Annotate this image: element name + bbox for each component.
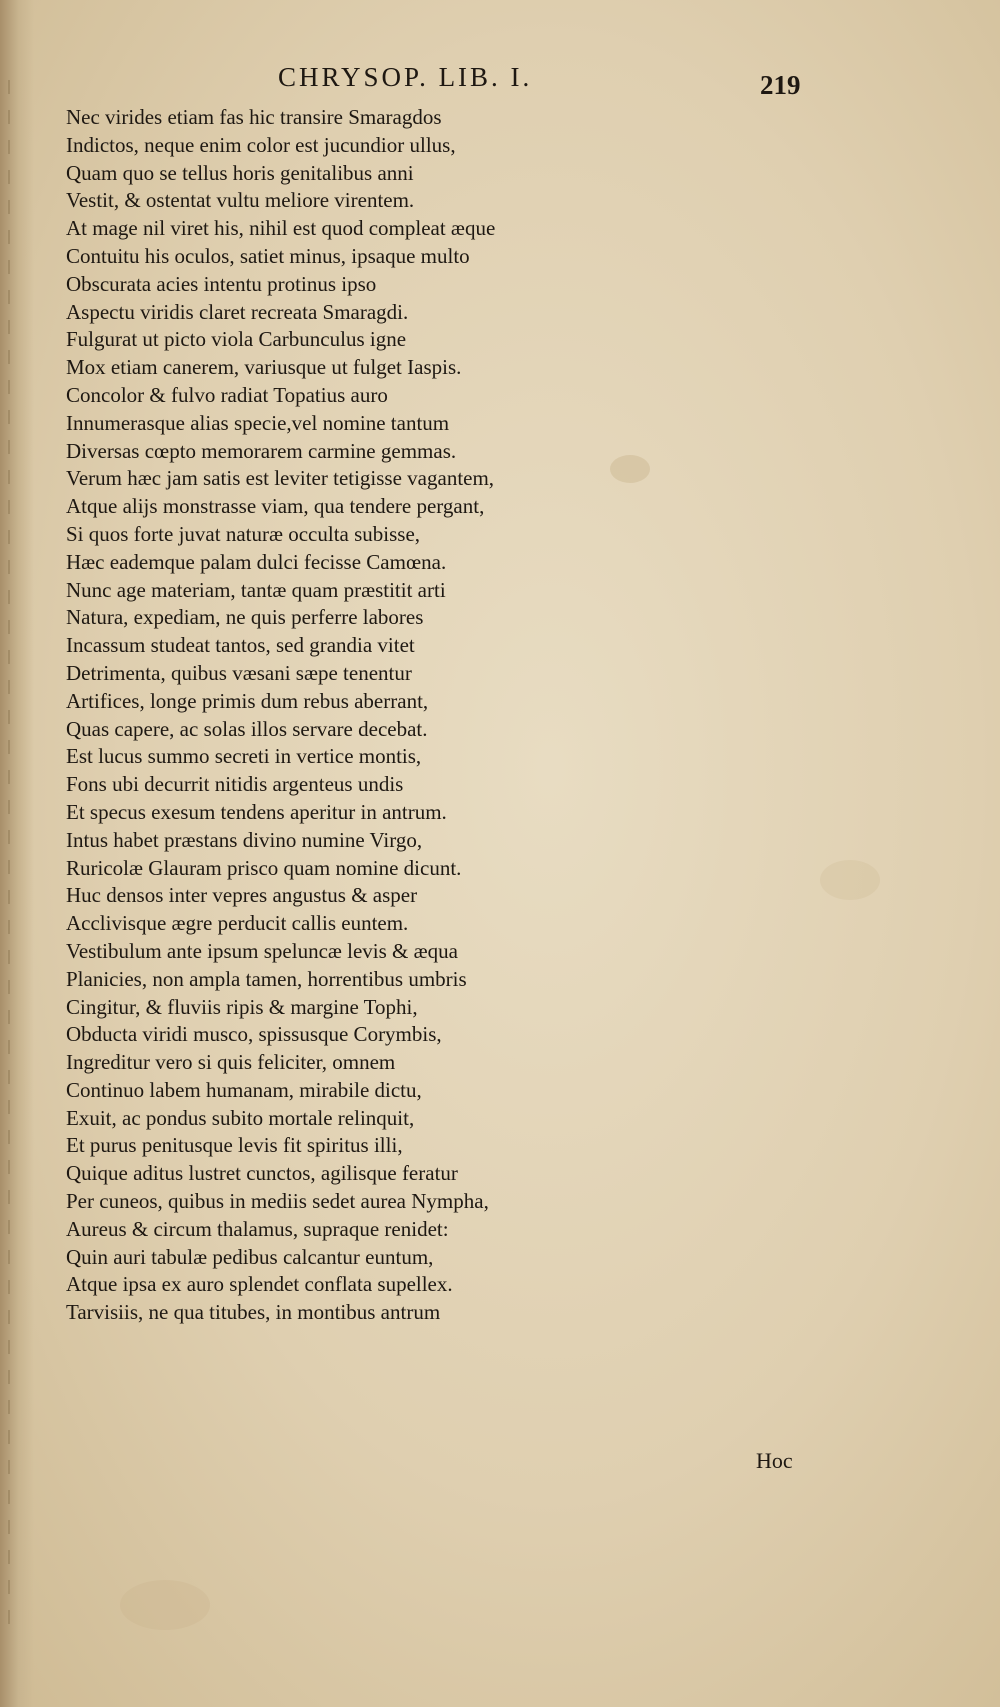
verse-line: Est lucus summo secreti in vertice montis,: [66, 744, 422, 769]
verse-line: Quam quo se tellus horis genitalibus anni: [66, 160, 414, 185]
verse-line: Quas capere, ac solas illos servare decebat.: [66, 716, 428, 741]
verse-line: Mox etiam canerem, variusque ut fulget Iaspis.: [66, 355, 462, 380]
paper-stain: [820, 860, 880, 900]
running-head: CHRYSOP. LIB. I.: [278, 62, 533, 92]
verse-line: Per cuneos, quibus in mediis sedet aurea Nympha,: [66, 1189, 489, 1214]
verse-line: Quique aditus lustret cunctos, agilisque feratur: [66, 1161, 458, 1186]
verse-line: Planicies, non ampla tamen, horrentibus umbris: [66, 966, 467, 991]
verse-line: Concolor & fulvo radiat Topatius auro: [66, 382, 388, 407]
verse-line: Et purus penitusque levis fit spiritus illi,: [66, 1133, 403, 1158]
verse-line: Continuo labem humanam, mirabile dictu,: [66, 1077, 422, 1102]
verse-line: Huc densos inter vepres angustus & asper: [66, 883, 418, 908]
verse-line: At mage nil viret his, nihil est quod compleat æque: [66, 216, 496, 241]
catchword: Hoc: [756, 1448, 793, 1473]
verse-line: Acclivisque ægre perducit callis euntem.: [66, 911, 409, 936]
verse-line: Detrimenta, quibus væsani sæpe tenentur: [66, 660, 412, 685]
verse-line: Ingreditur vero si quis feliciter, omnem: [66, 1050, 396, 1075]
verse-line: Artifices, longe primis dum rebus aberrant,: [66, 688, 429, 713]
verse-line: Si quos forte juvat naturæ occulta subisse,: [66, 521, 421, 546]
verse-line: Fons ubi decurrit nitidis argenteus undis: [66, 772, 404, 797]
verse-line: Hæc eademque palam dulci fecisse Camœna.: [66, 549, 447, 574]
verse-line: Nec virides etiam fas hic transire Smaragdos: [66, 105, 442, 129]
verse-line: Indictos, neque enim color est jucundior ullus,: [66, 132, 456, 157]
verse-line: Obscurata acies intentu protinus ipso: [66, 271, 377, 296]
verse-line: Vestibulum ante ipsum speluncæ levis & æqua: [66, 938, 458, 963]
verse-line: Aspectu viridis claret recreata Smaragdi.: [66, 299, 409, 324]
verse-line: Incassum studeat tantos, sed grandia vitet: [66, 633, 415, 658]
binding-gutter: [0, 0, 34, 1707]
verse-line: Natura, expediam, ne quis perferre labores: [66, 605, 424, 630]
verse-line: Et specus exesum tendens aperitur in antrum.: [66, 799, 447, 824]
verse-line: Innumerasque alias specie,vel nomine tantum: [66, 410, 450, 435]
paper-stain: [120, 1580, 210, 1630]
verse-line: Exuit, ac pondus subito mortale relinquit,: [66, 1105, 415, 1130]
verse-line: Tarvisiis, ne qua titubes, in montibus antrum: [66, 1300, 441, 1325]
poem-text: [66, 104, 726, 1327]
verse-line: Diversas cœpto memorarem carmine gemmas.: [66, 438, 457, 463]
verse-line: Ruricolæ Glauram prisco quam nomine dicunt.: [66, 855, 462, 880]
verse-line: Aureus & circum thalamus, supraque renidet:: [66, 1216, 449, 1241]
verse-line: Nunc age materiam, tantæ quam præstitit arti: [66, 577, 446, 602]
verse-line: Contuitu his oculos, satiet minus, ipsaque multo: [66, 243, 470, 268]
verse-line: Verum hæc jam satis est leviter tetigisse vagantem,: [66, 466, 495, 491]
verse-line: Intus habet præstans divino numine Virgo,: [66, 827, 423, 852]
verse-line: Atque ipsa ex auro splendet conflata supellex.: [66, 1272, 453, 1297]
verse-line: Atque alijs monstrasse viam, qua tendere pergant,: [66, 494, 485, 519]
verse-line: Quin auri tabulæ pedibus calcantur euntum,: [66, 1244, 434, 1269]
page-number: 219: [760, 70, 801, 100]
verse-line: Fulgurat ut picto viola Carbunculus igne: [66, 327, 407, 352]
binding-thread: [8, 80, 10, 1640]
verse-line: Cingitur, & fluviis ripis & margine Tophi,: [66, 994, 418, 1019]
verse-line: Obducta viridi musco, spissusque Corymbis,: [66, 1022, 442, 1047]
verse-line: Vestit, & ostentat vultu meliore virentem.: [66, 188, 415, 213]
